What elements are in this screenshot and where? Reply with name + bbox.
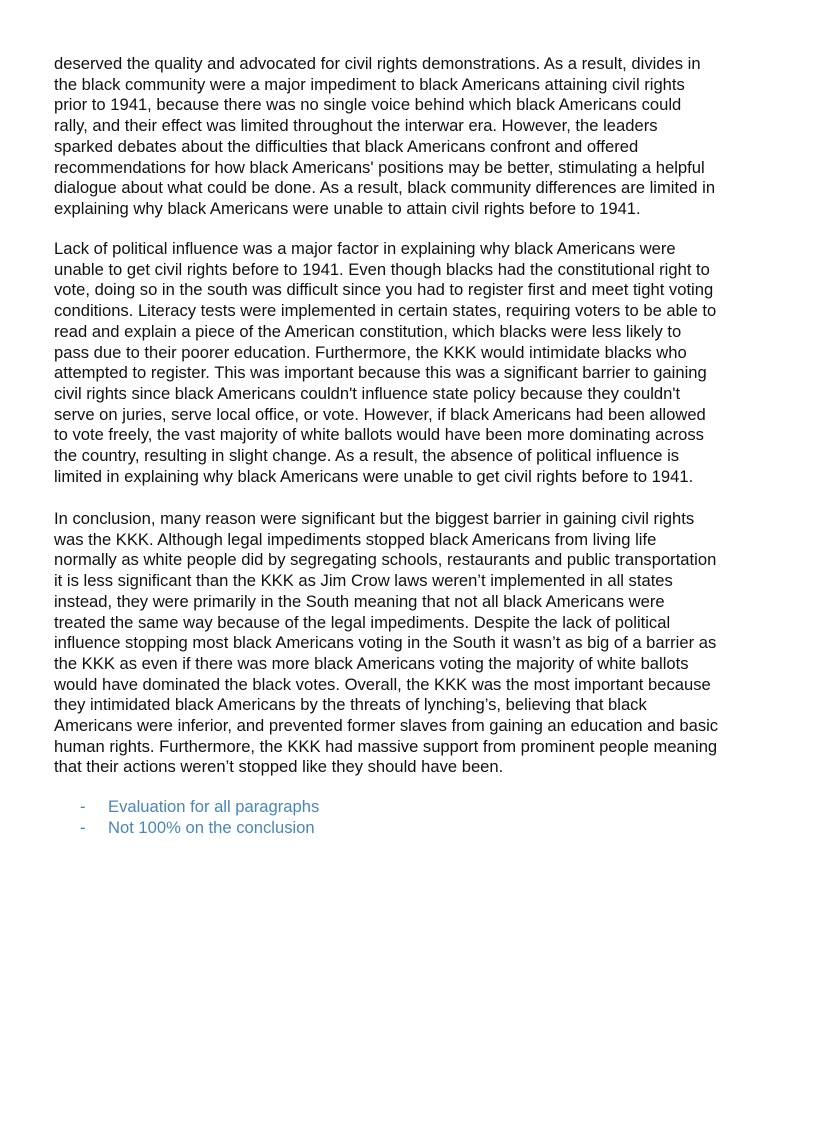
- text-line: unable to get civil rights before to 1941. Even though blacks had the constitutional right to: [54, 259, 710, 279]
- bullet-dash: -: [80, 817, 86, 837]
- text-line: civil rights since black Americans couldn't influence state policy because they couldn't: [54, 383, 681, 403]
- text-line: read and explain a piece of the American constitution, which blacks were less likely to: [54, 321, 682, 341]
- text-line: prior to 1941, because there was no single voice behind which black Americans could: [54, 95, 682, 115]
- text-line: treated the same way because of the legal impediments. Despite the lack of political: [54, 612, 671, 632]
- text-line: influence stopping most black Americans voting in the South it wasn’t as big of a barrier as: [54, 633, 717, 653]
- text-line: instead, they were primarily in the South meaning that not all black Americans were: [54, 591, 665, 611]
- text-line: serve on juries, serve local office, or vote. However, if black Americans had been allowed: [54, 404, 706, 424]
- text-line: vote, doing so in the south was difficult since you had to register first and meet tight voting: [54, 280, 714, 300]
- bullet-dash: -: [80, 797, 86, 816]
- feedback-notes-list: [54, 797, 319, 838]
- text-line: would have dominated the black votes. Overall, the KKK was the most important because: [54, 674, 711, 694]
- text-line: human rights. Furthermore, the KKK had massive support from prominent people meaning: [54, 736, 718, 756]
- text-line: the country, resulting in slight change. As a result, the absence of political influence is: [54, 446, 680, 466]
- text-line: the KKK as even if there was more black Americans voting the majority of white ballots: [54, 653, 689, 673]
- feedback-note-item: [54, 797, 319, 818]
- text-line: they intimidated black Americans by the threats of lynching’s, believing that black: [54, 695, 647, 715]
- text-line: normally as white people did by segregating schools, restaurants and public transportation: [54, 550, 717, 570]
- text-line: was the KKK. Although legal impediments stopped black Americans from living life: [54, 529, 657, 549]
- text-line: attempted to register. This was important because this was a significant barrier to gaining: [54, 363, 707, 383]
- text-line: explaining why black Americans were unable to attain civil rights before to 1941.: [54, 198, 641, 218]
- paragraph-political-influence: [54, 239, 776, 487]
- text-line: dialogue about what could be done. As a result, black community differences are limited in: [54, 178, 716, 198]
- text-line: deserved the quality and advocated for civil rights demonstrations. As a result, divides in: [54, 54, 701, 73]
- paragraph-conclusion: [54, 509, 776, 778]
- feedback-note-text: Not 100% on the conclusion: [108, 817, 315, 837]
- feedback-note-text: Evaluation for all paragraphs: [108, 797, 320, 816]
- text-line: pass due to their poorer education. Furthermore, the KKK would intimidate blacks who: [54, 342, 687, 362]
- text-line: conditions. Literacy tests were implemented in certain states, requiring voters to be able to: [54, 301, 717, 321]
- feedback-note-item: [54, 818, 319, 839]
- text-line: the black community were a major impediment to black Americans attaining civil rights: [54, 74, 685, 94]
- text-line: sparked debates about the difficulties that black Americans confront and offered: [54, 136, 639, 156]
- text-line: In conclusion, many reason were significant but the biggest barrier in gaining civil rights: [54, 509, 695, 528]
- text-line: recommendations for how black Americans' positions may be better, stimulating a helpful: [54, 157, 705, 177]
- text-line: Americans were inferior, and prevented former slaves from gaining an education and basic: [54, 716, 719, 736]
- paragraph-civil-rights-divides: [54, 54, 776, 220]
- text-line: it is less significant than the KKK as Jim Crow laws weren’t implemented in all states: [54, 571, 673, 591]
- text-line: that their actions weren’t stopped like they should have been.: [54, 757, 504, 777]
- text-line: Lack of political influence was a major factor in explaining why black Americans were: [54, 239, 676, 258]
- text-line: limited in explaining why black Americans were unable to get civil rights before to 1941.: [54, 466, 694, 486]
- text-line: to vote freely, the vast majority of white ballots would have been more dominating across: [54, 425, 704, 445]
- text-line: rally, and their effect was limited throughout the interwar era. However, the leaders: [54, 116, 658, 136]
